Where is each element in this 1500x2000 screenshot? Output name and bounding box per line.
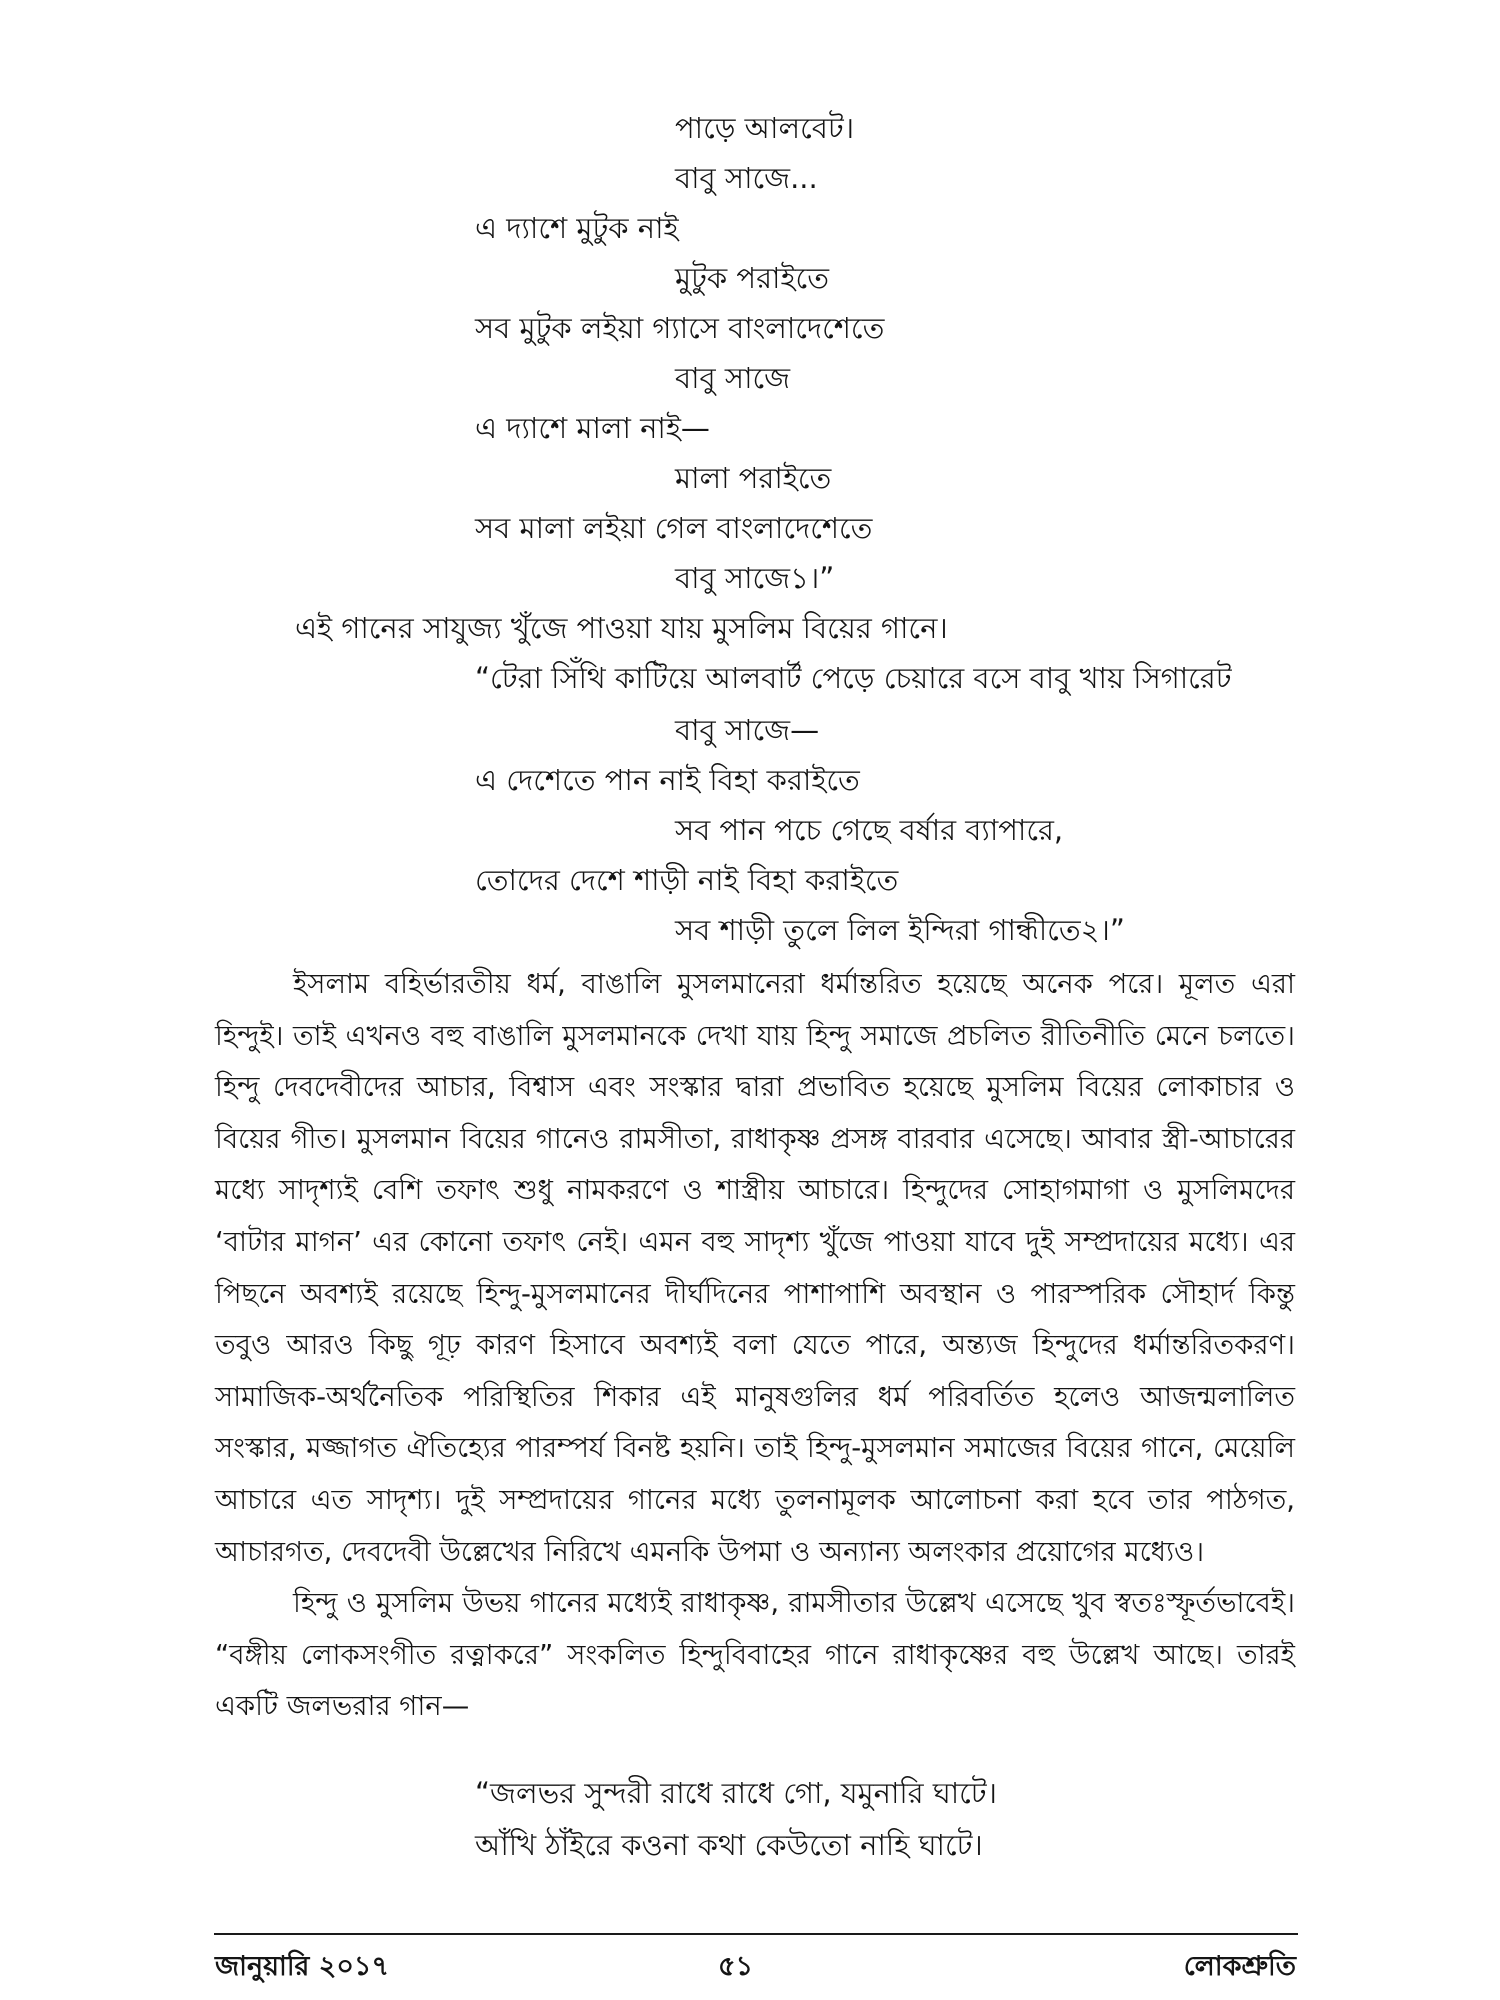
verse2-line-3: এ দেশেতে পান নাই বিহা করাইতে (475, 763, 860, 797)
verse1-line-7: এ দ্যাশে মালা নাই— (475, 411, 710, 445)
verse3-line-1: “জলভর সুন্দরী রাধে রাধে গো, যমুনারি ঘাটে। (475, 1776, 997, 1810)
journal-name: লোকশ্রুতি (1183, 1951, 1296, 1982)
footer-rule (214, 1933, 1298, 1935)
verse1-line-4: মুটুক পরাইতে (675, 261, 829, 295)
verse1-line-5: সব মুটুক লইয়া গ্যাসে বাংলাদেশেতে (475, 311, 885, 345)
verse1-line-2: বাবু সাজে... (675, 161, 818, 195)
footer-date: জানুয়ারি ২০১৭ (215, 1951, 389, 1982)
verse3-line-2: আঁখি ঠাঁইরে কওনা কথা কেউতো নাহি ঘাটে। (475, 1828, 983, 1862)
verse1-line-9: সব মালা লইয়া গেল বাংলাদেশেতে (475, 511, 873, 545)
paragraph-2: হিন্দু ও মুসলিম উভয় গানের মধ্যেই রাধাকৃষ্ণ, রামসীতার উল্লেখ এসেছে খুব স্বতঃস্ফূর্তভাবেই। “বঙ্গীয় লোকসংগীত রত্নাকরে” সংকলিত হিন্দুবিবাহের গানে রাধাকৃষ্ণের বহু উল্লেখ আছে। তারই একটি জলভরার গান— (215, 1587, 1295, 1723)
verse2-line-1: “টেরা সিঁথি কাটিয়ে আলবার্ট পেড়ে চেয়ারে বসে বাবু খায় সিগারেট (475, 661, 1232, 695)
verse1-line-8: মালা পরাইতে (675, 461, 832, 495)
verse2-line-2: বাবু সাজে— (675, 713, 820, 747)
verse1-line-1: পাড়ে আলবেট। (675, 111, 855, 145)
verse2-line-6: সব শাড়ী তুলে লিল ইন্দিরা গান্ধীতে২।” (675, 913, 1125, 947)
verse1-line-3: এ দ্যাশে মুটুক নাই (475, 211, 679, 245)
intro-line: এই গানের সাযুজ্য খুঁজে পাওয়া যায় মুসলিম বিয়ের গানে। (295, 611, 948, 645)
body-text (215, 959, 1295, 1733)
verse1-line-6: বাবু সাজে (675, 361, 791, 395)
verse1-line-10: বাবু সাজে১।” (675, 561, 835, 595)
verse2-line-4: সব পান পচে গেছে বর্ষার ব্যাপারে, (675, 813, 1064, 847)
paragraph-1: ইসলাম বহির্ভারতীয় ধর্ম, বাঙালি মুসলমানেরা ধর্মান্তরিত হয়েছে অনেক পরে। মূলত এরা হিন্দুই। তাই এখনও বহু বাঙালি মুসলমানকে দেখা যায় হিন্দু সমাজে প্রচলিত রীতিনীতি মেনে চলতে। হিন্দু দেবদেবীদের আচার, বিশ্বাস এবং সংস্কার দ্বারা প্রভাবিত হয়েছে মুসলিম বিয়ের লোকাচার ও বিয়ের গীত। মুসলমান বিয়ের গানেও রামসীতা, রাধাকৃষ্ণ প্রসঙ্গ বারবার এসেছে। আবার স্ত্রী-আচারের মধ্যে সাদৃশ্যই বেশি তফাৎ শুধু নামকরণে ও শাস্ত্রীয় আচারে। হিন্দুদের সোহাগমাগা ও মুসলিমদের ‘বাটার মাগন’ এর কোনো তফাৎ নেই। এমন বহু সাদৃশ্য খুঁজে পাওয়া যাবে দুই সম্প্রদায়ের মধ্যে। এর পিছনে অবশ্যই রয়েছে হিন্দু-মুসলমানের দীর্ঘদিনের পাশাপাশি অবস্থান ও পারস্পরিক সৌহার্দ কিন্তু তবুও আরও কিছু গূঢ় কারণ হিসাবে অবশ্যই বলা যেতে পারে, অন্ত্যজ হিন্দুদের ধর্মান্তরিতকরণ। সামাজিক-অর্থনৈতিক পরিস্থিতির শিকার এই মানুষগুলির ধর্ম পরিবর্তিত হলেও আজন্মলালিত সংস্কার, মজ্জাগত ঐতিহ্যের পারম্পর্য বিনষ্ট হয়নি। তাই হিন্দু-মুসলমান সমাজের বিয়ের গানে, মেয়েলি আচারে এত সাদৃশ্য। দুই সম্প্রদায়ের গানের মধ্যে তুলনামূলক আলোচনা করা হবে তার পাঠগত, আচারগত, দেবদেবী উল্লেখের নিরিখে এমনকি উপমা ও অন্যান্য অলংকার প্রয়োগের মধ্যেও। (215, 968, 1295, 1568)
page-number: ৫১ (718, 1951, 754, 1982)
verse2-line-5: তোদের দেশে শাড়ী নাই বিহা করাইতে (475, 863, 899, 897)
